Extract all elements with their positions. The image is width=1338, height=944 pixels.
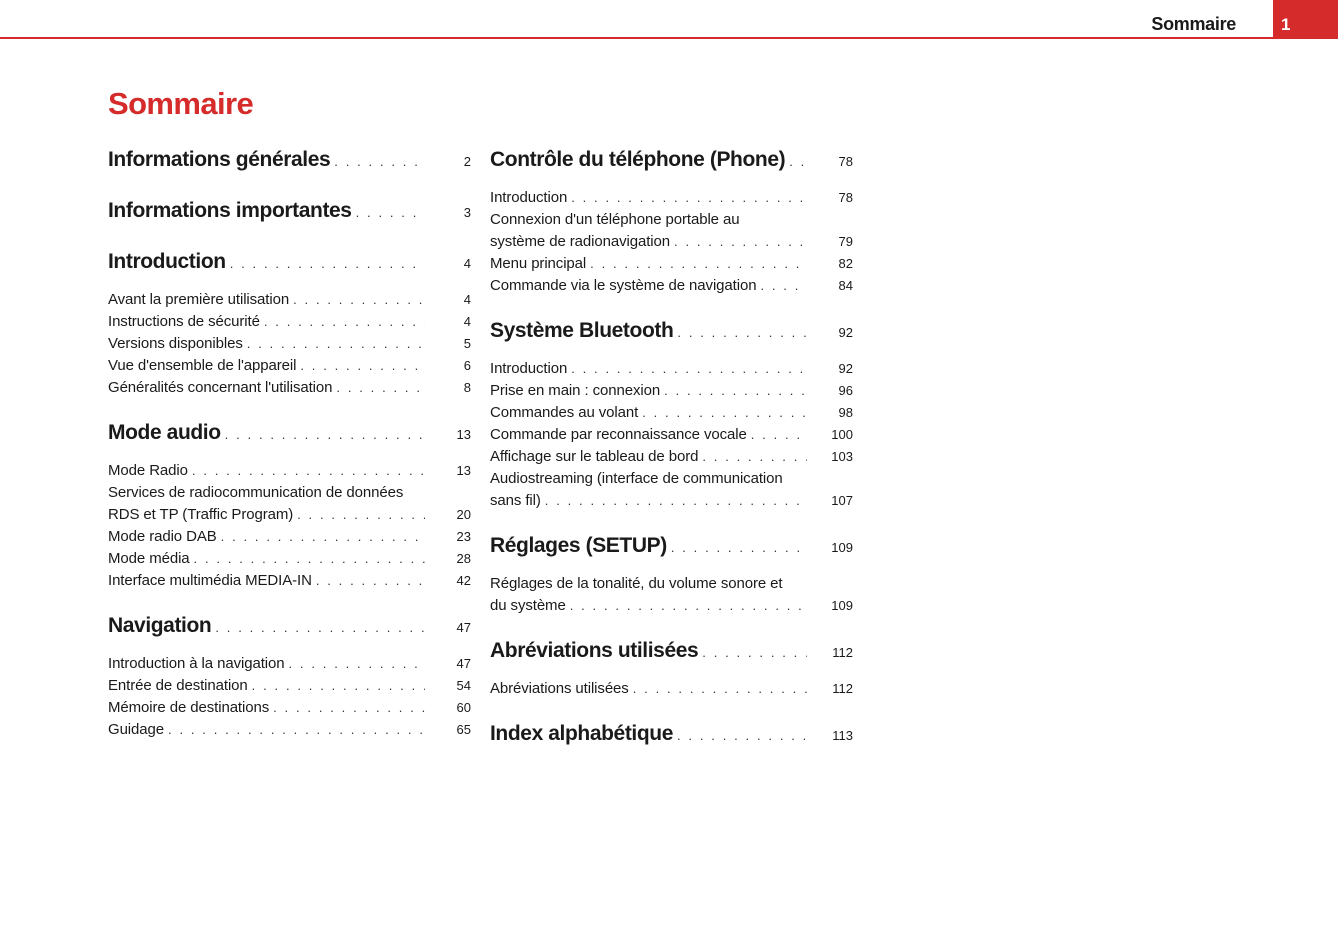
toc-entry-page: 42 [456,573,471,588]
toc-entry-page: 84 [838,278,853,293]
toc-entry-row [108,355,471,377]
toc-entry-link[interactable] [108,377,471,399]
toc-heading-link[interactable] [490,316,853,348]
page-number-badge: 1 [1273,0,1338,39]
dot-leader [590,253,807,275]
toc-heading-link[interactable] [490,531,853,563]
toc-entry-link[interactable] [490,678,853,700]
toc-heading-link[interactable] [108,196,471,228]
toc-section [108,145,471,177]
toc-section [108,611,471,741]
toc-heading-title: Index alphabétique [490,722,673,745]
toc-entry-page: 79 [838,234,853,249]
toc-heading-page: 3 [463,205,471,220]
dot-leader [671,533,807,563]
toc-entry-link[interactable] [108,570,471,592]
dot-leader [760,275,807,297]
dot-leader [289,653,426,675]
toc-entry-text: Audiostreaming (interface de communication [490,470,783,487]
toc-entry-row [490,380,853,402]
toc-entry-link[interactable] [108,653,471,675]
toc-entry-row [490,275,853,297]
toc-entry-row [108,333,471,355]
toc-entry-text: Mémoire de destinations [108,699,270,716]
toc-heading-link[interactable] [490,636,853,668]
toc-entry-text: Mode radio DAB [108,528,217,545]
toc-entry-text: Instructions de sécurité [108,313,260,330]
dot-leader [247,333,425,355]
toc-entry-page: 23 [456,529,471,544]
toc-entry-page: 107 [831,493,853,508]
toc-entry-link[interactable] [490,187,853,209]
toc-entry-text: Réglages de la tonalité, du volume sonore et [490,575,783,592]
toc-entry-link[interactable] [108,333,471,355]
toc-heading-link[interactable] [108,611,471,643]
dot-leader [192,460,425,482]
toc-entry-link[interactable] [490,446,853,468]
toc-heading-page: 47 [456,620,471,635]
toc-entry-page: 5 [463,336,471,351]
toc-entry-row [490,358,853,380]
toc-entry-text: Mode média [108,550,190,567]
toc-entry-text: Abréviations utilisées [490,680,629,697]
toc-heading-page: 4 [463,256,471,271]
dot-leader [751,424,807,446]
toc-entry-page: 82 [838,256,853,271]
toc-heading-title: Mode audio [108,421,221,444]
toc-entry-page: 78 [838,190,853,205]
toc-entry-link[interactable] [108,355,471,377]
toc-entry-row [490,231,853,253]
toc-entry-row [490,678,853,700]
toc-entry-page: 65 [456,722,471,737]
toc-entry-link[interactable] [490,253,853,275]
toc-entry-row [108,570,471,592]
toc-entry-row [108,526,471,548]
toc-entry-text: Guidage [108,721,165,738]
toc-heading-title: Contrôle du téléphone (Phone) [490,148,786,171]
dot-leader [215,613,425,643]
toc-heading-title: Système Bluetooth [490,319,674,342]
toc-heading-page: 112 [832,645,853,660]
toc-entry-text: Vue d'ensemble de l'appareil [108,357,297,374]
toc-entry-text: Prise en main : connexion [490,382,661,399]
toc-entry-link[interactable] [108,548,471,570]
toc-section [490,531,853,617]
toc-entry-link[interactable] [490,468,853,512]
toc-section [490,719,853,751]
dot-leader [642,402,807,424]
toc-entry-page: 4 [463,314,471,329]
toc-entry-text: Connexion d'un téléphone portable au [490,211,740,228]
toc-entry-text: Versions disponibles [108,335,243,352]
toc-entry-link[interactable] [108,697,471,719]
toc-entry-row [108,311,471,333]
toc-section [490,636,853,700]
toc-entry-row [108,504,471,526]
toc-section [108,418,471,592]
header-rule [0,37,1338,39]
toc-items [108,289,471,399]
toc-entry-link[interactable] [108,460,471,482]
toc-entry-link[interactable] [490,573,853,617]
toc-items [108,653,471,741]
toc-entry-text: Introduction à la navigation [108,655,285,672]
toc-heading-page: 78 [838,154,853,169]
toc-entry-row [490,253,853,275]
toc-entry-page: 112 [832,681,853,696]
toc-entry-row [108,548,471,570]
page-title: Sommaire [108,86,254,121]
toc-entry-text: Généralités concernant l'utilisation [108,379,333,396]
toc-entry-page: 103 [831,449,853,464]
toc-entry-page: 54 [456,678,471,693]
toc-entry-row [108,460,471,482]
toc-entry-link[interactable] [108,482,471,526]
dot-leader [273,697,425,719]
toc-entry-text: système de radionavigation [490,233,671,250]
toc-entry-row [108,377,471,399]
toc-entry-page: 60 [456,700,471,715]
toc-entry-text: RDS et TP (Traffic Program) [108,506,294,523]
dot-leader [316,570,425,592]
toc-entry-link[interactable] [108,675,471,697]
dot-leader [300,355,425,377]
toc-entry-row [108,719,471,741]
dot-leader [702,446,807,468]
toc-heading-title: Navigation [108,614,212,637]
toc-heading-title: Réglages (SETUP) [490,534,667,557]
toc-entry-text: Introduction [490,189,568,206]
toc-section [108,247,471,399]
toc-entry-page: 100 [831,427,853,442]
toc-entry-page: 13 [456,463,471,478]
toc-section [490,145,853,297]
dot-leader [633,678,807,700]
dot-leader [570,595,807,617]
toc-entry-text: Mode Radio [108,462,188,479]
dot-leader [789,147,807,177]
dot-leader [297,504,425,526]
dot-leader [571,358,807,380]
toc-entry-page: 8 [463,380,471,395]
dot-leader [221,526,425,548]
toc-entry-row [108,289,471,311]
toc-entry-link[interactable] [108,289,471,311]
toc-heading-title: Informations générales [108,148,331,171]
dot-leader [293,289,425,311]
toc-heading-link[interactable] [490,719,853,751]
toc-entry-row [490,424,853,446]
toc-entry-page: 20 [456,507,471,522]
dot-leader [252,675,425,697]
toc-entry-link[interactable] [490,424,853,446]
toc-column-right [490,145,853,770]
dot-leader [230,249,425,279]
toc-entry-text: du système [490,597,566,614]
dot-leader [334,147,425,177]
toc-entry-text: Menu principal [490,255,587,272]
toc-entry-row [490,490,853,512]
toc-entry-row [490,595,853,617]
dot-leader [336,377,425,399]
toc-items [108,460,471,592]
toc-entry-text: Avant la première utilisation [108,291,290,308]
toc-heading-link[interactable] [108,247,471,279]
toc-heading-title: Introduction [108,250,226,273]
dot-leader [194,548,425,570]
toc-entry-page: 98 [838,405,853,420]
toc-entry-link[interactable] [490,275,853,297]
toc-entry-page: 6 [463,358,471,373]
toc-entry-page: 28 [456,551,471,566]
toc-entry-row [108,653,471,675]
dot-leader [677,721,807,751]
toc-entry-text: Entrée de destination [108,677,248,694]
toc-heading-page: 13 [456,427,471,442]
toc-entry-page: 47 [456,656,471,671]
toc-entry-link[interactable] [108,719,471,741]
toc-entry-text: Commande via le système de navigation [490,277,757,294]
toc-entry-row [490,446,853,468]
toc-entry-link[interactable] [490,209,853,253]
toc-entry-row [108,675,471,697]
toc-entry-page: 96 [838,383,853,398]
dot-leader [225,420,425,450]
toc-entry-link[interactable] [490,358,853,380]
toc-entry-row [108,697,471,719]
dot-leader [571,187,807,209]
toc-items [490,187,853,297]
toc-entry-text: Introduction [490,360,568,377]
toc-heading-page: 109 [831,540,853,555]
toc-entry-text: Commande par reconnaissance vocale [490,426,747,443]
dot-leader [677,318,807,348]
toc-entry-link[interactable] [490,402,853,424]
running-title: Sommaire [1151,14,1236,34]
toc-entry-text: Commandes au volant [490,404,639,421]
toc-entry-row [490,402,853,424]
toc-section [490,316,853,512]
toc-entry-link[interactable] [108,526,471,548]
toc-entry-page: 4 [463,292,471,307]
toc-heading-page: 2 [463,154,471,169]
dot-leader [168,719,425,741]
dot-leader [664,380,807,402]
toc-entry-text: Interface multimédia MEDIA-IN [108,572,312,589]
dot-leader [702,638,807,668]
toc-items [490,573,853,617]
toc-heading-link[interactable] [108,145,471,177]
toc-entry-link[interactable] [108,311,471,333]
toc-heading-title: Abréviations utilisées [490,639,699,662]
toc-heading-page: 113 [832,728,853,743]
toc-section [108,196,471,228]
toc-items [490,678,853,700]
toc-heading-title: Informations importantes [108,199,352,222]
toc-items [490,358,853,512]
toc-entry-row [490,187,853,209]
dot-leader [674,231,807,253]
toc-heading-link[interactable] [490,145,853,177]
dot-leader [264,311,425,333]
toc-heading-page: 92 [838,325,853,340]
toc-entry-text: Affichage sur le tableau de bord [490,448,699,465]
toc-heading-link[interactable] [108,418,471,450]
dot-leader [545,490,807,512]
toc-entry-text: sans fil) [490,492,541,509]
toc-entry-link[interactable] [490,380,853,402]
toc-column-left [108,145,471,760]
toc-entry-page: 92 [838,361,853,376]
toc-entry-text: Services de radiocommunication de données [108,484,404,501]
toc-entry-page: 109 [831,598,853,613]
dot-leader [356,198,425,228]
